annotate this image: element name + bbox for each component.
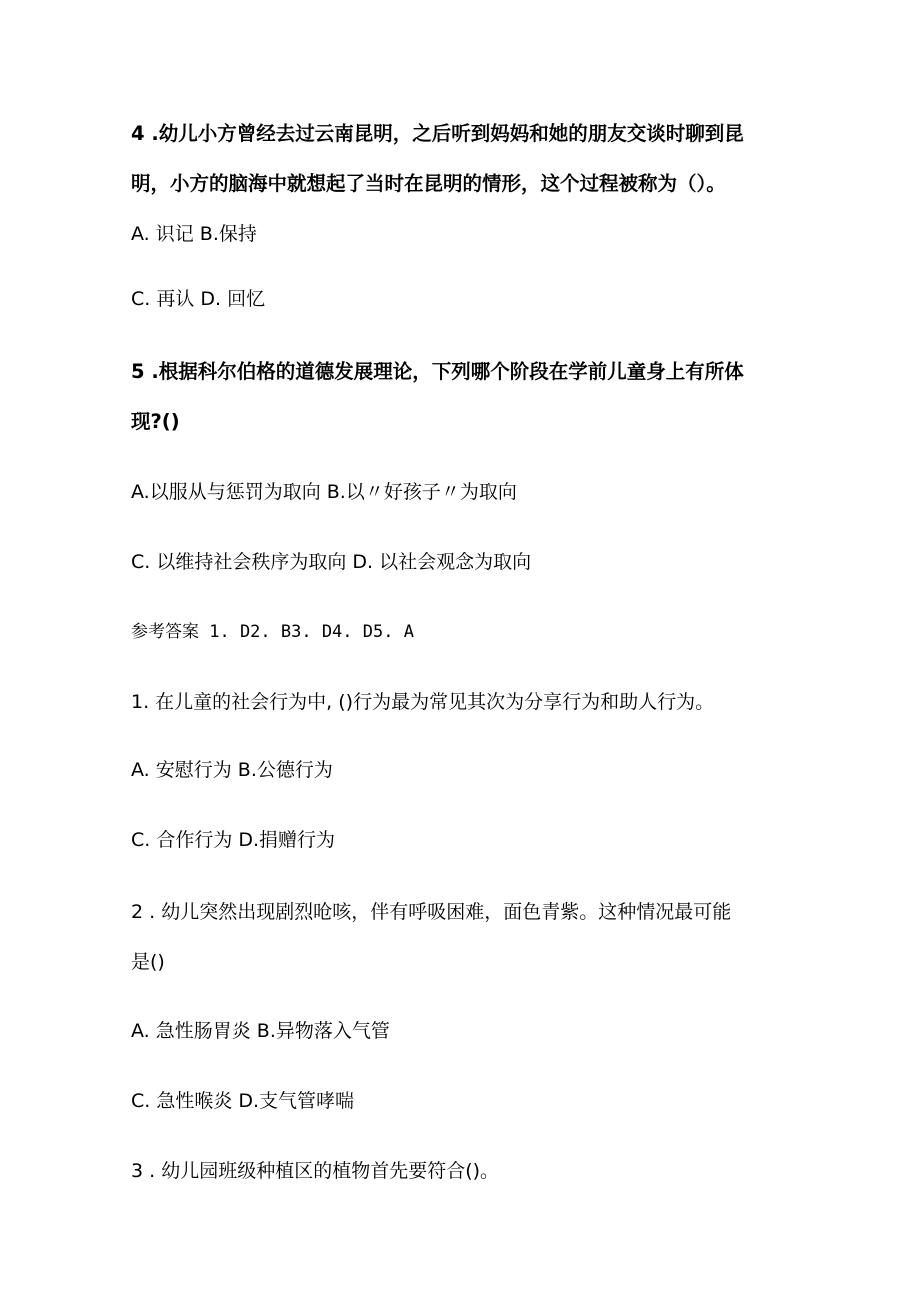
q5-stem-line-2: 现?(): [131, 410, 180, 433]
q4-options-cd: C. 再认 D. 回忆: [131, 288, 266, 310]
q4-stem-line-2: 明，小方的脑海中就想起了当时在昆明的情形，这个过程被称为（）。: [131, 172, 726, 195]
answer-key: 参考答案 1. D2. B3. D4. D5. A: [131, 622, 414, 642]
q5-options-cd: C. 以维持社会秩序为取向 D. 以社会观念为取向: [131, 551, 532, 573]
q4-options-ab: A. 识记 B.保持: [131, 223, 257, 245]
q3-stem: 3 . 幼儿园班级种植区的植物首先要符合()。: [131, 1160, 500, 1182]
q5-stem-line-1: 5 .根据科尔伯格的道德发展理论，下列哪个阶段在学前儿童身上有所体: [131, 360, 744, 383]
q2-options-ab: A. 急性肠胃炎 B.异物落入气管: [131, 1020, 390, 1042]
q1-options-cd: C. 合作行为 D.捐赠行为: [131, 829, 336, 851]
q2-stem-line-1: 2 . 幼儿突然出现剧烈呛咳，伴有呼吸困难，面色青紫。这种情况最可能: [131, 901, 732, 923]
q1-options-ab: A. 安慰行为 B.公德行为: [131, 759, 333, 781]
q5-options-ab: A.以服从与惩罚为取向 B.以〃好孩子〃为取向: [131, 481, 517, 503]
q4-stem-line-1: 4 .幼儿小方曾经去过云南昆明，之后听到妈妈和她的朋友交谈时聊到昆: [131, 122, 744, 145]
q2-options-cd: C. 急性喉炎 D.支气管哮喘: [131, 1090, 355, 1112]
q1-stem: 1. 在儿童的社会行为中, ()行为最为常见其次为分享行为和助人行为。: [131, 691, 715, 713]
q2-stem-line-2: 是(): [131, 951, 165, 973]
